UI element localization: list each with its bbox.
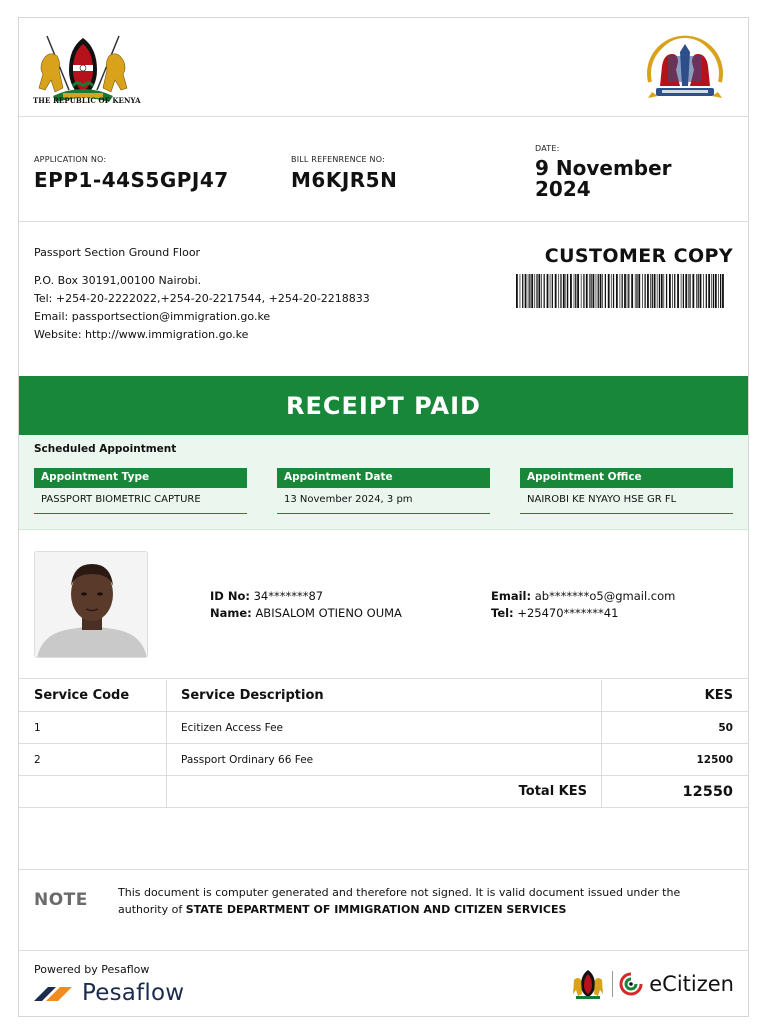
appointment-date-value: 13 November 2024, 3 pm — [277, 488, 490, 514]
barcode-bar — [520, 274, 521, 308]
amount-header: KES — [704, 688, 733, 703]
barcode-bar — [645, 274, 646, 308]
note-tag: NOTE — [34, 890, 88, 910]
barcode-bar — [703, 274, 704, 308]
barcode-bar — [575, 274, 576, 308]
note-authority: STATE DEPARTMENT OF IMMIGRATION AND CITIZEN SERVICES — [185, 903, 567, 916]
service-description: Ecitizen Access Fee — [166, 712, 602, 743]
barcode-bar — [552, 274, 553, 308]
appointment-title: Scheduled Appointment — [34, 443, 177, 455]
barcode-bar — [669, 274, 671, 308]
barcode-bar — [611, 274, 612, 308]
receipt-document — [18, 17, 749, 1017]
barcode-bar — [583, 274, 584, 308]
barcode-bar — [574, 274, 575, 308]
address-line: Passport Section Ground Floor — [34, 246, 201, 259]
barcode-bar — [624, 274, 626, 308]
appointment-date-label: Appointment Date — [277, 468, 490, 488]
note-text-plain: This document is computer generated and therefore not signed. It is valid document issued under the authority of — [118, 886, 681, 916]
barcode-bar — [547, 274, 549, 308]
customer-copy-title: CUSTOMER COPY — [544, 245, 733, 267]
barcode-bar — [696, 274, 697, 308]
ecitizen-logo — [570, 964, 734, 1004]
applicant-email — [491, 589, 675, 603]
barcode-bar — [661, 274, 663, 308]
barcode-bar — [657, 274, 658, 308]
barcode-image — [516, 274, 726, 308]
issue-date-line2: 2024 — [535, 177, 591, 201]
barcode-bar — [529, 274, 530, 308]
barcode-bar — [516, 274, 518, 308]
barcode-bar — [600, 274, 602, 308]
appointment-office — [520, 468, 733, 514]
pesaflow-mark-icon — [34, 983, 74, 1003]
barcode-bar — [674, 274, 675, 308]
applicant-tel — [491, 606, 618, 620]
appointment-type-label: Appointment Type — [34, 468, 247, 488]
barcode-bar — [635, 274, 636, 308]
barcode-bar — [627, 274, 628, 308]
barcode-bar — [620, 274, 621, 308]
applicant-name-label: Name: — [210, 606, 252, 620]
barcode-bar — [638, 274, 640, 308]
bill-reference-label: BILL REFENRENCE NO: — [291, 155, 385, 164]
kenya-coat-of-arms-small-icon — [570, 966, 606, 1002]
barcode-bar — [593, 274, 595, 308]
barcode-bar — [534, 274, 535, 308]
pesaflow-wordmark: Pesaflow — [82, 980, 185, 1006]
barcode-bar — [590, 274, 591, 308]
date-label: DATE: — [535, 144, 560, 153]
logo-header — [19, 18, 748, 117]
appointment-office-value: NAIROBI KE NYAYO HSE GR FL — [520, 488, 733, 514]
appointment-type — [34, 468, 247, 514]
scheduled-appointment — [19, 435, 748, 530]
barcode-bar — [636, 274, 637, 308]
barcode-bar — [558, 274, 559, 308]
barcode-bar — [659, 274, 660, 308]
barcode-bar — [628, 274, 629, 308]
id-number — [210, 589, 323, 603]
barcode-bar — [622, 274, 623, 308]
bill-reference-no: M6KJR5N — [291, 168, 398, 192]
barcode-bar — [698, 274, 699, 308]
coat-caption: THE REPUBLIC OF KENYA — [33, 96, 141, 105]
barcode-bar — [560, 274, 561, 308]
ecitizen-wordmark: eCitizen — [649, 972, 734, 996]
services-table — [19, 680, 748, 808]
barcode-bar — [688, 274, 689, 308]
barcode-bar — [708, 274, 710, 308]
id-number-value: 34*******87 — [253, 589, 324, 603]
office-address — [19, 223, 748, 375]
applicant-details — [19, 531, 748, 679]
barcode-bar — [650, 274, 651, 308]
barcode-bar — [555, 274, 557, 308]
barcode-bar — [718, 274, 719, 308]
receipt-paid-banner: RECEIPT PAID — [19, 376, 748, 435]
barcode-bar — [652, 274, 653, 308]
barcode-bar — [715, 274, 717, 308]
barcode-bar — [681, 274, 682, 308]
barcode-bar — [689, 274, 690, 308]
barcode-bar — [713, 274, 714, 308]
barcode-bar — [720, 274, 721, 308]
address-po-box: P.O. Box 30191,00100 Nairobi. — [34, 274, 202, 287]
total-amount: 12550 — [682, 783, 733, 800]
barcode-bar — [616, 274, 618, 308]
application-no: EPP1-44S5GPJ47 — [34, 168, 229, 192]
barcode-bar — [570, 274, 572, 308]
service-description-header: Service Description — [166, 680, 602, 711]
issue-date-line1: 9 November — [535, 156, 672, 180]
service-amount: 50 — [718, 721, 733, 734]
barcode-bar — [654, 274, 656, 308]
barcode-bar — [589, 274, 590, 308]
barcode-bar — [677, 274, 679, 308]
barcode-bar — [536, 274, 537, 308]
address-tel: Tel: +254-20-2222022,+254-20-2217544, +254-20-2218833 — [34, 292, 370, 305]
service-amount: 12500 — [696, 753, 733, 766]
appointment-office-label: Appointment Office — [520, 468, 733, 488]
barcode-bar — [642, 274, 643, 308]
barcode-bar — [666, 274, 667, 308]
address-website: Website: http://www.immigration.go.ke — [34, 328, 249, 341]
barcode-bar — [577, 274, 579, 308]
barcode-bar — [522, 274, 523, 308]
barcode-bar — [663, 274, 664, 308]
applicant-photo — [34, 551, 148, 658]
logo-divider — [612, 971, 613, 997]
barcode-bar — [683, 274, 684, 308]
total-row — [19, 776, 748, 808]
table-row — [19, 744, 748, 776]
barcode-bar — [605, 274, 606, 308]
barcode-bar — [602, 274, 603, 308]
total-label: Total KES — [166, 776, 602, 807]
applicant-name-value: ABISALOM OTIENO OUMA — [255, 606, 402, 620]
barcode-bar — [581, 274, 582, 308]
service-description: Passport Ordinary 66 Fee — [166, 744, 602, 775]
service-code-header: Service Code — [34, 688, 130, 703]
table-row — [19, 712, 748, 744]
barcode-bar — [550, 274, 551, 308]
barcode-bar — [531, 274, 533, 308]
barcode-bar — [613, 274, 614, 308]
id-number-label: ID No: — [210, 589, 250, 603]
applicant-tel-value: +25470*******41 — [517, 606, 619, 620]
issue-date — [535, 158, 725, 200]
application-no-label: APPLICATION NO: — [34, 155, 107, 164]
barcode-bar — [566, 274, 567, 308]
service-code: 1 — [34, 721, 41, 734]
services-header-row — [19, 680, 748, 712]
barcode-bar — [567, 274, 568, 308]
barcode-bar — [711, 274, 712, 308]
person-silhouette-icon — [35, 552, 148, 658]
powered-by-text: Powered by Pesaflow — [34, 963, 150, 976]
barcode-bar — [596, 274, 597, 308]
kenya-immigration-seal-logo — [642, 30, 728, 104]
barcode-bar — [525, 274, 527, 308]
applicant-email-value: ab*******o5@gmail.com — [534, 589, 676, 603]
barcode-bar — [541, 274, 542, 308]
barcode-bar — [647, 274, 649, 308]
applicant-email-label: Email: — [491, 589, 532, 603]
barcode-bar — [631, 274, 633, 308]
appointment-date — [277, 468, 490, 514]
barcode-bar — [692, 274, 694, 308]
barcode-bar — [538, 274, 540, 308]
barcode-bar — [672, 274, 673, 308]
appointment-type-value: PASSPORT BIOMETRIC CAPTURE — [34, 488, 247, 514]
note-text — [118, 884, 718, 918]
barcode-bar — [598, 274, 599, 308]
application-details — [19, 118, 748, 222]
barcode-bar — [685, 274, 687, 308]
address-email: Email: passportsection@immigration.go.ke — [34, 310, 271, 323]
pesaflow-logo — [34, 979, 184, 1007]
barcode-bar — [586, 274, 588, 308]
barcode-bar — [528, 274, 529, 308]
barcode-bar — [706, 274, 707, 308]
barcode-bar — [608, 274, 610, 308]
applicant-name — [210, 606, 402, 620]
barcode-bar — [563, 274, 565, 308]
barcode-bar — [700, 274, 702, 308]
barcode-bar — [722, 274, 724, 308]
note-section — [19, 869, 748, 951]
applicant-tel-label: Tel: — [491, 606, 514, 620]
ecitizen-mark-icon — [619, 972, 643, 996]
barcode-bar — [544, 274, 545, 308]
footer — [19, 952, 748, 1018]
service-code: 2 — [34, 753, 41, 766]
